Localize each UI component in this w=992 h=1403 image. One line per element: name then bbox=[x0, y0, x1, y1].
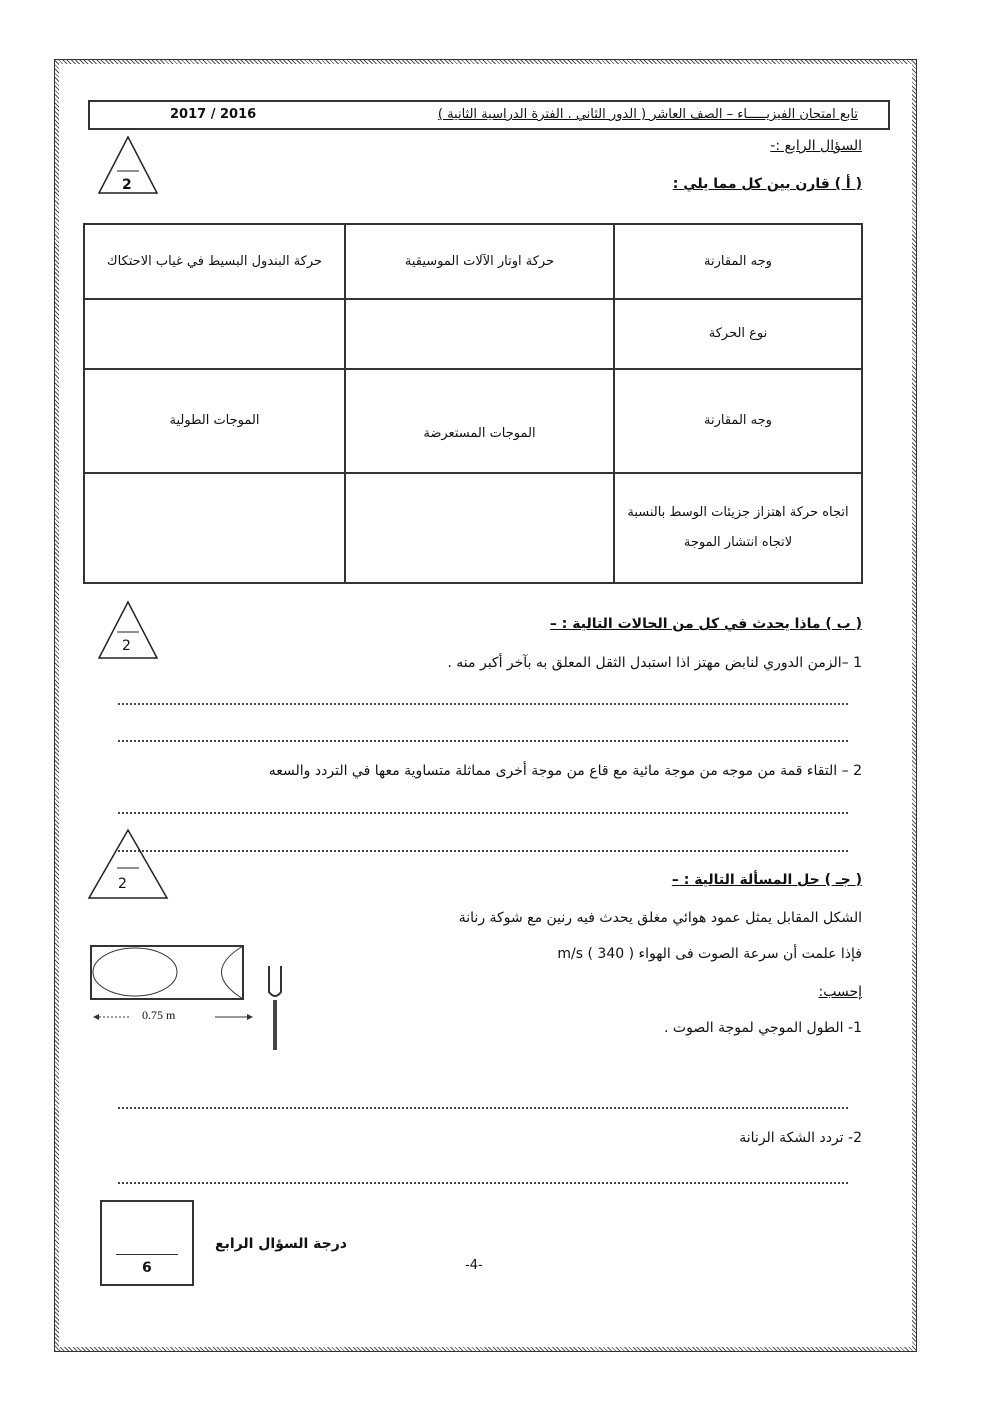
score-a: 2 bbox=[122, 177, 132, 193]
page-number: -4- bbox=[465, 1258, 483, 1273]
answer-cell[interactable] bbox=[84, 473, 345, 583]
part-c-item-1: 1- الطول الموجي لموجة الصوت . bbox=[664, 1020, 862, 1036]
answer-line[interactable] bbox=[118, 1182, 848, 1184]
footer-label: درجة السؤال الرابع bbox=[215, 1236, 347, 1252]
table-cell: الموجات الطولية bbox=[84, 369, 345, 473]
table-cell: حركة اوتار الآلات الموسيقية bbox=[345, 224, 614, 299]
tuning-fork-icon bbox=[269, 966, 281, 996]
part-c-item-2: 2- تردد الشكة الرنانة bbox=[739, 1130, 862, 1146]
table-cell: الموجات المستعرضة bbox=[345, 369, 614, 473]
table-cell: وجه المقارنة bbox=[614, 224, 862, 299]
table-cell: اتجاه حركة اهتزاز جزيئات الوسط بالنسبة لاتجاه انتشار الموجة bbox=[614, 473, 862, 583]
answer-cell[interactable] bbox=[84, 299, 345, 369]
score-triangle-c bbox=[87, 828, 169, 900]
part-c-label: ( جـ ) حل المسألة التالية : – bbox=[671, 872, 862, 888]
comparison-table bbox=[83, 223, 863, 584]
answer-cell[interactable] bbox=[345, 473, 614, 583]
score-c: 2 bbox=[118, 876, 127, 892]
calculate-label: إحسب: bbox=[818, 984, 862, 1000]
question-title: السؤال الرابع :- bbox=[770, 138, 862, 154]
table-cell: وجه المقارنة bbox=[614, 369, 862, 473]
part-b-item-1: 1 –الزمن الدوري لنابض مهتز اذا استبدل الثقل المعلق به بآخر أكبر منه . bbox=[447, 655, 862, 671]
header-year: 2017 / 2016 bbox=[170, 107, 257, 122]
air-column-figure bbox=[85, 940, 295, 1055]
answer-line[interactable] bbox=[118, 850, 848, 852]
total-score: 6 bbox=[142, 1260, 152, 1276]
part-b-label: ( ب ) ماذا يحدث في كل من الحالات التالية : – bbox=[549, 616, 862, 632]
problem-text-2: فإذا علمت أن سرعة الصوت فى الهواء m/s ( 340 ) bbox=[557, 946, 862, 962]
answer-line[interactable] bbox=[118, 703, 848, 705]
header-title: تابع امتحان الفيزيـــــاء – الصف العاشر ( الدور الثاني . الفترة الدراسية الثانية ) bbox=[437, 107, 858, 122]
exam-header bbox=[88, 100, 890, 130]
table-cell: حركة البندول البسيط في غياب الاحتكاك bbox=[84, 224, 345, 299]
score-b: 2 bbox=[122, 638, 131, 654]
total-score-box bbox=[100, 1200, 194, 1286]
figure-length-label: 0.75 m bbox=[142, 1008, 176, 1022]
problem-text-1: الشكل المقابل يمثل عمود هوائي مغلق يحدث فيه رنين مع شوكة رنانة bbox=[458, 910, 862, 926]
answer-line[interactable] bbox=[118, 812, 848, 814]
part-a-label: ( أ ) قارن بين كل مما يلي : bbox=[672, 176, 862, 192]
table-cell: نوع الحركة bbox=[614, 299, 862, 369]
part-b-item-2: 2 – التقاء قمة من موجه من موجة مائية مع قاع من موجة أخرى مماثلة متساوية معها في التردد والسعه bbox=[268, 763, 862, 779]
answer-cell[interactable] bbox=[345, 299, 614, 369]
answer-line[interactable] bbox=[118, 740, 848, 742]
answer-line[interactable] bbox=[118, 1107, 848, 1109]
